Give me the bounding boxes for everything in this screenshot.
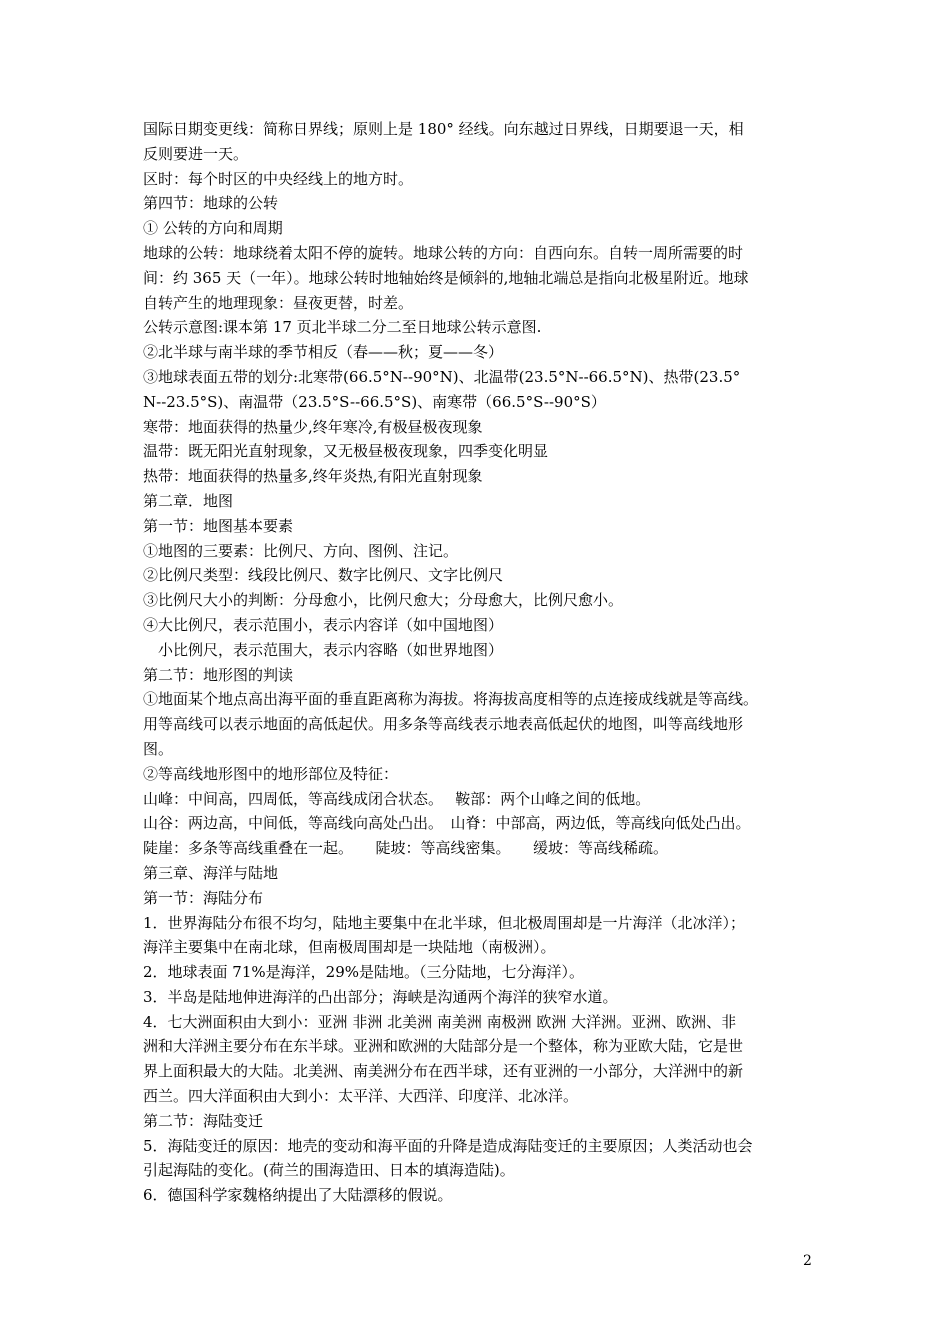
- text-line: 间：约 365 天（一年）。地球公转时地轴始终是倾斜的,地轴北端总是指向北极星附近。地球: [143, 268, 749, 287]
- text-line: ②比例尺类型：线段比例尺、数字比例尺、文字比例尺: [143, 566, 504, 585]
- text-line: 国际日期变更线：简称日界线；原则上是 180° 经线。向东越过日界线，日期要退一天，相: [143, 120, 744, 138]
- text-line: 自转产生的地理现象：昼夜更替，时差。: [143, 293, 414, 312]
- text-line: ①地面某个地点高出海平面的垂直距离称为海拔。将海拔高度相等的点连接成线就是等高线。: [143, 690, 759, 709]
- text-line: 公转示意图:课本第 17 页北半球二分二至日地球公转示意图.: [143, 318, 542, 337]
- page-body: [143, 117, 813, 1208]
- text-line: N--23.5°S)、南温带（23.5°S--66.5°S)、南寒带（66.5°S--90°S）: [143, 392, 606, 411]
- text-line: ②等高线地形图中的地形部位及特征：: [143, 764, 399, 783]
- page-number: 2: [803, 1253, 812, 1269]
- text-line: 4．七大洲面积由大到小：亚洲 非洲 北美洲 南美洲 南极洲 欧洲 大洋洲。亚洲、欧洲、非: [143, 1012, 737, 1031]
- text-line: 引起海陆的变化。(荷兰的围海造田、日本的填海造陆)。: [143, 1161, 515, 1180]
- text-line: 海洋主要集中在南北球，但南极周围却是一块陆地（南极洲）。: [143, 938, 556, 957]
- text-line: 用等高线可以表示地面的高低起伏。用多条等高线表示地表高低起伏的地图，叫等高线地形: [143, 715, 744, 734]
- chapter-heading: 第二章．地图: [143, 491, 234, 510]
- text-line: ①地图的三要素：比例尺、方向、图例、注记。: [143, 541, 459, 560]
- text-line: 洲和大洋洲主要分布在东半球。亚洲和欧洲的大陆部分是一个整体，称为亚欧大陆，它是世: [143, 1037, 744, 1056]
- section-heading: 第二节：海陆变迁: [143, 1111, 264, 1130]
- text-line: 图。: [143, 739, 174, 758]
- section-heading: 第一节：海陆分布: [143, 888, 264, 907]
- text-line: 寒带：地面获得的热量少,终年寒冷,有极昼极夜现象: [143, 417, 483, 436]
- text-line: 西兰。四大洋面积由大到小：太平洋、大西洋、印度洋、北冰洋。: [143, 1087, 579, 1106]
- text-line: 陡崖：多条等高线重叠在一起。 陡坡：等高线密集。 缓坡：等高线稀疏。: [143, 839, 669, 858]
- chapter-heading: 第三章、海洋与陆地: [143, 863, 279, 882]
- text-line: 区时：每个时区的中央经线上的地方时。: [143, 169, 414, 188]
- text-line: ②北半球与南半球的季节相反（春——秋；夏——冬）: [143, 343, 504, 362]
- text-line: 1．世界海陆分布很不均匀，陆地主要集中在北半球，但北极周围却是一片海洋（北冰洋）；: [143, 913, 746, 932]
- text-line: 温带：既无阳光直射现象，又无极昼极夜现象，四季变化明显: [143, 442, 549, 461]
- text-line: 3．半岛是陆地伸进海洋的凸出部分；海峡是沟通两个海洋的狭窄水道。: [143, 987, 618, 1006]
- text-line: 5．海陆变迁的原因：地壳的变动和海平面的升降是造成海陆变迁的主要原因；人类活动也会: [143, 1136, 753, 1155]
- section-heading: 第四节：地球的公转: [143, 194, 279, 213]
- text-line: 地球的公转：地球绕着太阳不停的旋转。地球公转的方向：自西向东。自转一周所需要的时: [143, 243, 744, 262]
- text-line: 热带：地面获得的热量多,终年炎热,有阳光直射现象: [143, 467, 483, 486]
- text-line: ④大比例尺，表示范围小，表示内容详（如中国地图）: [143, 615, 504, 634]
- section-heading: 第二节：地形图的判读: [143, 665, 294, 684]
- text-line: 反则要进一天。: [143, 144, 249, 163]
- text-line: 2．地球表面 71%是海洋，29%是陆地。（三分陆地，七分海洋）。: [143, 963, 584, 982]
- text-line: ① 公转的方向和周期: [143, 219, 283, 238]
- text-line: ③比例尺大小的判断：分母愈小，比例尺愈大；分母愈大，比例尺愈小。: [143, 591, 624, 610]
- text-line: 界上面积最大的大陆。北美洲、南美洲分布在西半球，还有亚洲的一小部分，大洋洲中的新: [143, 1062, 744, 1081]
- text-line: 山谷：两边高，中间低，等高线向高处凸出。 山脊：中部高，两边低，等高线向低处凸出。: [143, 814, 751, 833]
- text-line: 山峰：中间高，四周低，等高线成闭合状态。 鞍部：两个山峰之间的低地。: [143, 789, 651, 808]
- text-line: 小比例尺，表示范围大，表示内容略（如世界地图）: [158, 640, 504, 659]
- text-line: 6．德国科学家魏格纳提出了大陆漂移的假说。: [143, 1186, 453, 1205]
- section-heading: 第一节：地图基本要素: [143, 516, 294, 535]
- text-line: ③地球表面五带的划分:北寒带(66.5°N--90°N)、北温带(23.5°N--66.5°N)、热带(23.5°: [143, 367, 741, 386]
